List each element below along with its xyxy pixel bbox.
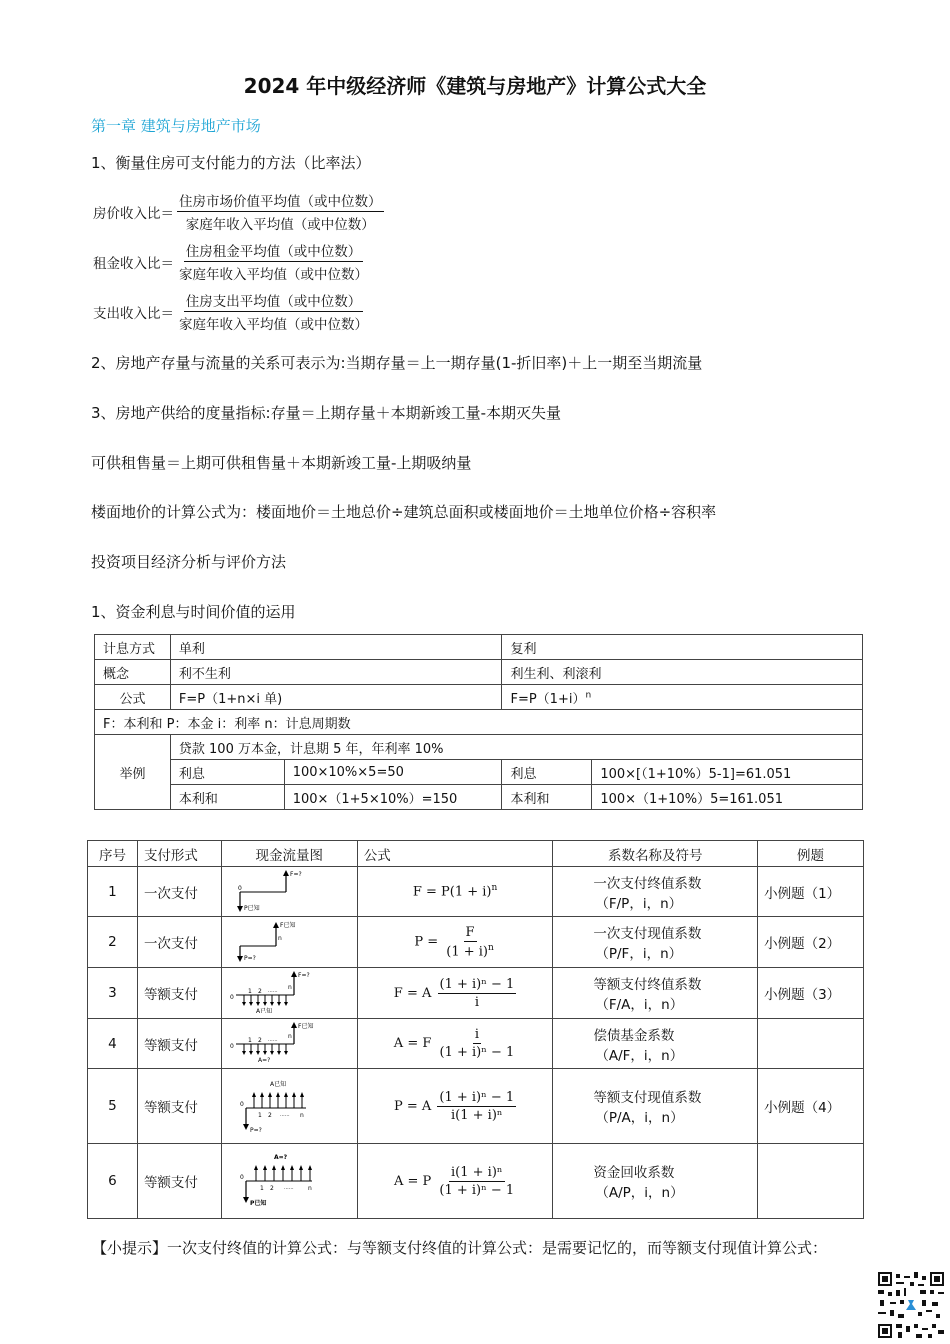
formula-lhs: P = (414, 934, 439, 950)
formula-lhs: A = P (393, 1173, 432, 1189)
diagram-top-label: F已知 (297, 1022, 314, 1030)
ratio-numerator: 住房支出平均值（或中位数） (184, 290, 364, 312)
cashflow-diagram-cell (221, 968, 357, 1019)
axis-one: 1 (247, 988, 252, 995)
page-title: 2024 年中级经济师《建筑与房地产》计算公式大全 (243, 74, 707, 98)
ratio-denominator: 家庭年收入平均值（或中位数） (179, 317, 368, 333)
axis-n: n (277, 935, 282, 942)
example-ref: 小例题（3） (758, 968, 864, 1019)
formula-fraction (438, 977, 517, 1010)
ratio-fraction (177, 240, 370, 283)
formula (357, 917, 553, 968)
table-cell: 计息方式 (95, 635, 171, 660)
formula-denominator: (1 + i)ⁿ − 1 (439, 1182, 515, 1198)
paragraph-time-value: 1、资金利息与时间价值的运用 (91, 603, 296, 621)
cashflow-diagram (228, 969, 348, 1013)
table-cell: 100×10%×5=50 (284, 760, 502, 785)
axis-n: n (307, 1185, 312, 1192)
axis-two: 2 (257, 988, 262, 995)
axis-zero: 0 (239, 1174, 244, 1181)
table-cell: F=P（1+n×i 单) (170, 685, 502, 710)
compound-formula: F=P（1+i） (510, 691, 586, 707)
formula (357, 1019, 553, 1069)
table-cell: 贷款 100 万本金，计息期 5 年，年利率 10% (170, 735, 862, 760)
table-header: 公式 (357, 841, 553, 867)
example-ref: 小例题（1） (758, 867, 864, 917)
coefficient-cell (553, 1144, 758, 1219)
table-cell: 举例 (95, 735, 171, 810)
diagram-top-label: F已知 (279, 922, 296, 929)
table-cell: 公式 (95, 685, 171, 710)
table-cell: 本利和 (170, 785, 284, 810)
table-cell: 利不生利 (170, 660, 502, 685)
diagram-top-label: F=? (289, 870, 302, 878)
formula-denominator: (1 + i)ⁿ − 1 (439, 1045, 515, 1060)
axis-n: n (287, 984, 292, 991)
formula (357, 968, 553, 1019)
row-number: 2 (88, 917, 138, 968)
chapter-heading: 第一章 建筑与房地产市场 (91, 117, 261, 135)
table-cell: 复利 (502, 635, 863, 660)
formula-fraction (437, 1090, 516, 1123)
paragraph-floor-price: 楼面地价的计算公式为：楼面地价＝土地总价÷建筑总面积或楼面地价＝土地单位价格÷容积率 (91, 503, 717, 521)
table-cell: 本利和 (502, 785, 592, 810)
qr-code[interactable] (878, 1272, 944, 1338)
axis-zero: 0 (229, 1042, 234, 1050)
cashflow-diagram-cell (221, 1144, 357, 1219)
diagram-top-label: F=? (297, 972, 310, 979)
axis-n: n (287, 1032, 292, 1040)
row-number: 6 (88, 1144, 138, 1219)
table-header: 系数名称及符号 (553, 841, 758, 867)
table-row (95, 785, 863, 810)
payment-form: 等额支付 (137, 1019, 221, 1069)
table-row (88, 867, 864, 917)
payment-form: 等额支付 (137, 968, 221, 1019)
formula-denominator: (1 + i) (446, 944, 488, 960)
formula (357, 867, 553, 917)
interest-comparison-table (94, 634, 863, 810)
table-row (88, 968, 864, 1019)
diagram-bottom-label: A=? (257, 1056, 271, 1064)
cashflow-diagram-cell (221, 1019, 357, 1069)
row-number: 3 (88, 968, 138, 1019)
ratio-numerator: 住房市场价值平均值（或中位数） (177, 190, 384, 212)
coefficient-symbol: （F/P，i，n） (595, 895, 683, 912)
payment-form: 等额支付 (137, 1144, 221, 1219)
payment-coefficient-table (87, 840, 864, 1219)
coefficient-name: 等额支付终值系数 (593, 977, 702, 993)
table-row (95, 760, 863, 785)
payment-form: 等额支付 (137, 1069, 221, 1144)
diagram-top-label: A=? (273, 1154, 287, 1161)
coefficient-name: 等额支付现值系数 (593, 1090, 702, 1106)
example-ref: 小例题（4） (758, 1069, 864, 1144)
table-cell: 单利 (170, 635, 502, 660)
formula-numerator: F (465, 924, 475, 940)
coefficient-name: 资金回收系数 (593, 1165, 675, 1181)
cashflow-diagram-cell (221, 1069, 357, 1144)
axis-n: n (299, 1112, 304, 1119)
axis-two: 2 (267, 1112, 272, 1119)
payment-form: 一次支付 (137, 867, 221, 917)
axis-dots: ······ (283, 1186, 294, 1192)
ratio-denominator: 家庭年收入平均值（或中位数） (179, 267, 368, 283)
axis-two: 2 (269, 1185, 274, 1192)
axis-zero: 0 (239, 1101, 244, 1108)
table-row (95, 685, 863, 710)
cashflow-diagram-cell (221, 917, 357, 968)
table-header: 例题 (758, 841, 864, 867)
table-header: 支付形式 (137, 841, 221, 867)
diagram-top-label: A已知 (269, 1081, 286, 1088)
diagram-bottom-label: P已知 (243, 904, 260, 912)
ratio-fraction (177, 190, 384, 233)
section-1-heading: 1、衡量住房可支付能力的方法（比率法） (91, 154, 371, 172)
table-cell: F：本利和 P：本金 i：利率 n：计息周期数 (95, 710, 863, 735)
coefficient-cell (553, 867, 758, 917)
row-number: 1 (88, 867, 138, 917)
table-row (88, 1069, 864, 1144)
ratio-expense (93, 290, 370, 333)
cashflow-diagram (228, 868, 348, 912)
diagram-bottom-label: P已知 (249, 1200, 267, 1207)
ratio-label: 租金收入比＝ (93, 255, 174, 272)
axis-one: 1 (257, 1112, 262, 1119)
cashflow-diagram (228, 1147, 348, 1211)
formula-lhs: F = A (393, 985, 432, 1001)
ratio-numerator: 住房租金平均值（或中位数） (184, 240, 364, 262)
formula-numerator: (1 + i)ⁿ − 1 (439, 1089, 515, 1105)
coefficient-name: 偿债基金系数 (593, 1027, 675, 1044)
table-cell: 概念 (95, 660, 171, 685)
paragraph-investment-analysis: 投资项目经济分析与评价方法 (91, 553, 287, 571)
formula-lhs: P = A (393, 1098, 432, 1114)
table-cell: 100×（1+5×10%）=150 (284, 785, 502, 810)
coefficient-symbol: （A/F，i，n） (595, 1047, 684, 1064)
example-ref (758, 1019, 864, 1069)
table-row (88, 917, 864, 968)
paragraph-stock-flow: 2、房地产存量与流量的关系可表示为:当期存量＝上一期存量(1-折旧率)＋上一期至当期流量 (91, 354, 703, 372)
formula-denominator: i (474, 994, 479, 1010)
formula-numerator: i(1 + i)ⁿ (451, 1164, 503, 1180)
formula-exponent: n (491, 883, 498, 894)
formula-exponent: n (487, 942, 494, 953)
axis-one: 1 (259, 1185, 264, 1192)
cashflow-diagram (228, 918, 348, 962)
table-row (95, 710, 863, 735)
tip-note: 【小提示】一次支付终值的计算公式：与等额支付终值的计算公式：是需要记忆的，而等额支付现值计算公式： (92, 1239, 828, 1257)
ratio-rent (93, 240, 370, 283)
cashflow-diagram (228, 1072, 348, 1136)
cashflow-diagram-cell (221, 867, 357, 917)
paragraph-rentable-supply: 可供租售量＝上期可供租售量＋本期新竣工量-上期吸纳量 (91, 454, 472, 472)
ratio-house-price (93, 190, 384, 233)
table-cell: 100×[（1+10%）5-1]=61.051 (592, 760, 863, 785)
diagram-bottom-label: P=? (249, 1127, 262, 1134)
table-cell (502, 685, 863, 710)
coefficient-cell (553, 1069, 758, 1144)
formula-numerator: (1 + i)ⁿ − 1 (439, 976, 515, 992)
coefficient-cell (553, 968, 758, 1019)
diagram-bottom-label: A已知 (255, 1008, 272, 1013)
cashflow-diagram (228, 1020, 348, 1064)
row-number: 4 (88, 1019, 138, 1069)
axis-dots: ······ (279, 1113, 290, 1119)
table-cell: 利生利、利滚利 (502, 660, 863, 685)
table-row (95, 635, 863, 660)
coefficient-symbol: （A/P，i，n） (595, 1185, 684, 1201)
axis-dots: ······ (267, 989, 278, 995)
example-ref (758, 1144, 864, 1219)
table-header: 现金流量图 (221, 841, 357, 867)
compound-exponent: n (585, 690, 592, 701)
table-cell: 利息 (170, 760, 284, 785)
table-row (88, 1144, 864, 1219)
formula-fraction (437, 1165, 516, 1198)
formula-denominator: i(1 + i)ⁿ (451, 1107, 503, 1123)
coefficient-symbol: （P/A，i，n） (595, 1110, 684, 1126)
axis-dots: ······ (267, 1037, 278, 1044)
ratio-fraction (177, 290, 370, 333)
payment-form: 一次支付 (137, 917, 221, 968)
ratio-denominator: 家庭年收入平均值（或中位数） (185, 217, 375, 233)
example-ref: 小例题（2） (758, 917, 864, 968)
formula (357, 1069, 553, 1144)
coefficient-symbol: （F/A，i，n） (595, 997, 684, 1013)
formula-fraction (438, 1027, 517, 1060)
formula-denominator-cell (444, 942, 496, 959)
table-row (88, 1019, 864, 1069)
coefficient-name: 一次支付现值系数 (593, 926, 702, 942)
axis-one: 1 (247, 1036, 252, 1044)
coefficient-cell (553, 917, 758, 968)
coefficient-name: 一次支付终值系数 (593, 875, 702, 892)
ratio-label: 支出收入比＝ (93, 305, 174, 322)
formula-fraction (444, 925, 496, 959)
row-number: 5 (88, 1069, 138, 1144)
coefficient-cell (553, 1019, 758, 1069)
axis-zero: 0 (229, 994, 234, 1001)
axis-zero: 0 (237, 884, 242, 892)
formula-lhs: A = F (393, 1036, 432, 1051)
axis-two: 2 (257, 1036, 262, 1044)
diagram-bottom-label: P=? (243, 955, 256, 962)
paragraph-supply-measure: 3、房地产供给的度量指标:存量＝上期存量＋本期新竣工量-本期灭失量 (91, 404, 562, 422)
table-cell: 利息 (502, 760, 592, 785)
formula-numerator: i (474, 1027, 479, 1042)
formula (357, 1144, 553, 1219)
table-row (95, 735, 863, 760)
coefficient-symbol: （P/F，i，n） (595, 946, 683, 962)
table-header: 序号 (88, 841, 138, 867)
table-cell: 100×（1+10%）5=161.051 (592, 785, 863, 810)
table-header-row (88, 841, 864, 867)
ratio-label: 房价收入比＝ (93, 205, 174, 222)
table-row (95, 660, 863, 685)
formula-lhs: F = P(1 + i) (412, 884, 492, 900)
